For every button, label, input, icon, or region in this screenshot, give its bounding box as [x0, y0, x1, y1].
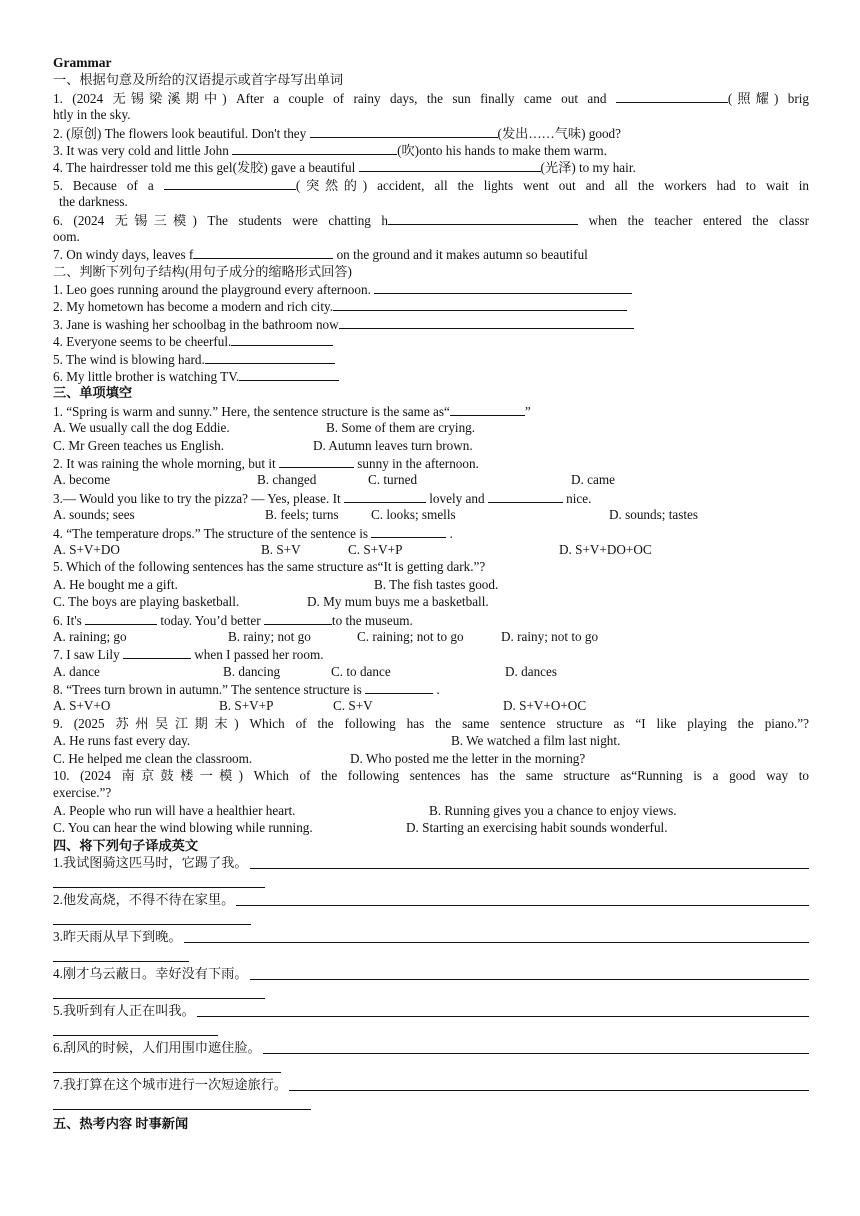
answer-blank[interactable]	[85, 611, 157, 625]
s4-question-3	[53, 928, 809, 946]
option-c[interactable]: C. You can hear the wind blowing while running.	[53, 820, 313, 836]
s3-q2-end: sunny in the afternoon.	[357, 455, 479, 471]
answer-line[interactable]	[53, 1072, 281, 1073]
s4-q2-text: 2.他发高烧，不得不待在家里。	[53, 891, 235, 907]
answer-blank[interactable]	[205, 350, 335, 364]
option-a[interactable]: A. become	[53, 472, 111, 488]
s3-question-3	[53, 489, 809, 506]
option-d[interactable]: D. dances	[505, 663, 557, 679]
answer-line[interactable]	[263, 1039, 809, 1054]
s2-q3-text: 3. Jane is washing her schoolbag in the bathroom now	[53, 316, 339, 332]
option-d[interactable]: D. came	[571, 472, 615, 488]
s1-question-6-cont	[53, 228, 809, 245]
s2-question-3	[53, 315, 809, 332]
s1-q1-cont: htly in the sky.	[53, 107, 131, 123]
s3-q7-options	[53, 663, 809, 680]
s4-question-6	[53, 1039, 809, 1057]
s3-question-9	[53, 715, 809, 732]
option-d[interactable]: D. My mum buys me a basketball.	[307, 594, 489, 610]
s3-q6-options	[53, 628, 809, 645]
option-b[interactable]: B. The fish tastes good.	[374, 576, 499, 592]
s2-question-2	[53, 297, 809, 314]
s4-question-4	[53, 965, 809, 983]
s3-q10-stem2: exercise.”?	[53, 785, 112, 801]
s3-q5-options-cd	[53, 593, 809, 610]
s1-q6-rest: when the teacher entered the classr	[588, 212, 809, 228]
option-a[interactable]: A. dance	[53, 663, 100, 679]
answer-line[interactable]	[289, 1076, 809, 1091]
s3-q8-end: .	[436, 682, 440, 698]
answer-blank[interactable]	[365, 680, 433, 694]
s4-q4-text: 4.刚才乌云蔽日。幸好没有下雨。	[53, 965, 248, 981]
s1-q5-text: 5. Because of a	[53, 177, 154, 193]
s1-q6-text: 6. (2024 无锡三模) The students were chatting h	[53, 212, 389, 228]
option-b[interactable]: B. changed	[257, 472, 317, 488]
option-d[interactable]: D. sounds; tastes	[609, 507, 699, 523]
option-b[interactable]: B. dancing	[223, 663, 281, 679]
s1-question-2	[53, 124, 809, 141]
s3-question-10-cont	[53, 784, 809, 801]
s1-q4-text: 4. The hairdresser told me this gel(发胶) gave a beautiful	[53, 160, 356, 176]
s1-question-5-cont	[53, 193, 809, 210]
s3-q9-options-ab	[53, 732, 809, 749]
s4-q7-text: 7.我打算在这个城市进行一次短途旅行。	[53, 1076, 288, 1092]
s1-q1-hint: (照耀) brig	[727, 90, 809, 106]
s4-question-7	[53, 1076, 809, 1094]
s3-q10-stem: 10. (2024 南京鼓楼一模) Which of the following sentences has the same structure as“Running is a good way to	[53, 768, 809, 784]
s1-q1-text: 1. (2024 无锡梁溪期中) After a couple of rainy days, the sun finally came out and	[53, 90, 607, 106]
s3-q2-stem: 2. It was raining the whole morning, but it	[53, 455, 276, 471]
s3-q10-options-cd	[53, 819, 809, 836]
answer-blank[interactable]	[371, 524, 446, 538]
s1-question-1	[53, 89, 809, 106]
s1-q5-cont: the darkness.	[59, 194, 128, 210]
s3-q6-stem: 6. It's	[53, 612, 82, 628]
worksheet-page	[53, 54, 809, 1132]
answer-blank[interactable]	[359, 158, 541, 172]
s4-q3-text: 3.昨天雨从早下到晚。	[53, 928, 182, 944]
option-d[interactable]: D. S+V+DO+OC	[559, 541, 652, 557]
s3-q2-options	[53, 471, 809, 488]
s3-question-7	[53, 645, 809, 662]
s1-question-4	[53, 158, 809, 175]
s3-question-10	[53, 767, 809, 784]
answer-blank[interactable]	[239, 367, 339, 381]
s1-q4-hint: (光泽) to my hair.	[540, 160, 636, 176]
s3-q8-options	[53, 697, 809, 714]
s3-q6-mid: today. You’d better	[160, 612, 261, 628]
s3-q5-stem: 5. Which of the following sentences has the same structure as“It is getting dark.”?	[53, 559, 486, 575]
answer-blank[interactable]	[123, 645, 191, 659]
s1-question-1-cont	[53, 106, 809, 123]
s3-q4-end: .	[449, 525, 453, 541]
s4-q6-text: 6.刮风的时候，人们用围巾遮住脸。	[53, 1039, 261, 1055]
option-a[interactable]: A. He bought me a gift.	[53, 576, 178, 592]
s3-q4-options	[53, 541, 809, 558]
s3-q3-end: nice.	[566, 490, 592, 506]
option-c[interactable]: C. to dance	[331, 663, 391, 679]
option-c[interactable]: C. He helped me clean the classroom.	[53, 750, 253, 766]
s3-q1-options-ab	[53, 419, 809, 436]
answer-line[interactable]	[197, 1002, 809, 1017]
section-3-heading: 三、单项填空	[53, 385, 133, 401]
s2-question-4	[53, 332, 809, 349]
answer-line[interactable]	[184, 928, 809, 943]
s2-q5-text: 5. The wind is blowing hard.	[53, 351, 205, 367]
s2-q6-text: 6. My little brother is watching TV.	[53, 369, 240, 385]
s3-q7-stem: 7. I saw Lily	[53, 647, 120, 663]
answer-blank[interactable]	[333, 297, 627, 311]
answer-blank[interactable]	[231, 332, 333, 346]
s1-question-7	[53, 245, 809, 262]
s3-q3-mid: lovely and	[429, 490, 485, 506]
option-b[interactable]: B. Some of them are crying.	[326, 420, 476, 436]
option-d[interactable]: D. S+V+O+OC	[503, 698, 587, 714]
answer-blank[interactable]	[164, 176, 296, 190]
section-5-heading: 五、热考内容 时事新闻	[53, 1115, 189, 1131]
s4-question-1-cont	[53, 872, 809, 891]
s4-q1-text: 1.我试图骑这匹马时，它踢了我。	[53, 854, 248, 870]
option-b[interactable]: B. rainy; not go	[228, 628, 311, 644]
option-a[interactable]: A. We usually call the dog Eddie.	[53, 420, 230, 436]
s3-q10-options-ab	[53, 802, 809, 819]
option-d[interactable]: D. Who posted me the letter in the morning?	[350, 750, 586, 766]
s4-question-1	[53, 854, 809, 872]
s1-q2-text: 2. (原创) The flowers look beautiful. Don't they	[53, 125, 307, 141]
option-c[interactable]: C. S+V+P	[348, 541, 403, 557]
option-c[interactable]: C. looks; smells	[371, 507, 456, 523]
s3-q1-stem: 1. “Spring is warm and sunny.” Here, the sentence structure is the same as“	[53, 403, 450, 419]
option-c[interactable]: C. The boys are playing basketball.	[53, 594, 240, 610]
s4-question-4-cont	[53, 983, 809, 1002]
section-1-heading: 一、根据句意及所给的汉语提示或首字母写出单词	[53, 72, 344, 88]
section-2-heading: 二、判断下列句子结构(用句子成分的缩略形式回答)	[53, 263, 352, 279]
answer-line[interactable]	[53, 1109, 311, 1110]
option-d[interactable]: D. Starting an exercising habit sounds wonderful.	[406, 820, 668, 836]
s3-question-4	[53, 524, 809, 541]
s4-question-5-cont	[53, 1020, 809, 1039]
option-d[interactable]: D. rainy; not to go	[501, 628, 599, 644]
worksheet-title: Grammar	[53, 55, 112, 70]
s2-q2-text: 2. My hometown has become a modern and rich city.	[53, 299, 334, 315]
s3-q7-end: when I passed her room.	[194, 647, 324, 663]
option-a[interactable]: A. People who run will have a healthier heart.	[53, 802, 296, 818]
answer-line[interactable]	[250, 965, 809, 980]
option-c[interactable]: C. Mr Green teaches us English.	[53, 437, 225, 453]
answer-blank[interactable]	[374, 280, 632, 294]
answer-blank[interactable]	[450, 402, 525, 416]
answer-line[interactable]	[250, 854, 809, 869]
s1-question-5	[53, 176, 809, 193]
answer-blank[interactable]	[339, 315, 634, 329]
s3-question-5	[53, 558, 809, 575]
answer-blank[interactable]	[193, 245, 333, 259]
answer-line[interactable]	[53, 1035, 218, 1036]
answer-blank[interactable]	[488, 489, 563, 503]
s3-q6-end: to the museum.	[331, 612, 413, 628]
s2-question-5	[53, 350, 809, 367]
answer-line[interactable]	[53, 961, 189, 962]
option-a[interactable]: A. raining; go	[53, 628, 127, 644]
answer-line[interactable]	[53, 924, 251, 925]
option-a[interactable]: A. sounds; sees	[53, 507, 135, 523]
option-b[interactable]: B. feels; turns	[265, 507, 339, 523]
s3-q3-stem: 3.— Would you like to try the pizza? — Yes, please. It	[53, 490, 341, 506]
answer-blank[interactable]	[388, 211, 578, 225]
s4-question-2	[53, 891, 809, 909]
s3-q1-options-cd	[53, 437, 809, 454]
s2-question-6	[53, 367, 809, 384]
s4-question-6-cont	[53, 1057, 809, 1076]
s1-q5-hint: (突然的) accident, all the lights went out and all the workers had to wait in	[295, 177, 810, 193]
answer-blank[interactable]	[344, 489, 426, 503]
option-c[interactable]: C. S+V	[333, 698, 373, 714]
s1-question-3	[53, 141, 809, 158]
option-b[interactable]: B. S+V	[261, 541, 301, 557]
s1-question-6	[53, 211, 809, 228]
option-a[interactable]: A. S+V+DO	[53, 541, 120, 557]
s1-q6-cont: oom.	[53, 228, 80, 244]
s4-question-2-cont	[53, 909, 809, 928]
s2-q4-text: 4. Everyone seems to be cheerful.	[53, 334, 232, 350]
s3-question-1	[53, 402, 809, 419]
option-a[interactable]: A. He runs fast every day.	[53, 733, 191, 749]
s3-q8-stem: 8. “Trees turn brown in autumn.” The sentence structure is	[53, 682, 362, 698]
answer-blank[interactable]	[279, 454, 354, 468]
s2-question-1	[53, 280, 809, 297]
option-a[interactable]: A. S+V+O	[53, 698, 111, 714]
s3-q4-stem: 4. “The temperature drops.” The structure of the sentence is	[53, 525, 369, 541]
answer-line[interactable]	[236, 891, 809, 906]
s1-q3-text: 3. It was very cold and little John	[53, 142, 229, 158]
s1-q3-hint: (吹)onto his hands to make them warm.	[397, 142, 607, 158]
s3-q1-end: ”	[524, 403, 531, 419]
s3-question-6	[53, 611, 809, 628]
answer-blank[interactable]	[232, 141, 397, 155]
option-b[interactable]: B. Running gives you a chance to enjoy views.	[429, 802, 677, 818]
answer-blank[interactable]	[616, 89, 728, 103]
s3-question-8	[53, 680, 809, 697]
s3-q9-stem: 9. (2025 苏州吴江期末) Which of the following has the same sentence structure as “I like playing the piano.”?	[53, 715, 809, 731]
s3-q5-options-ab	[53, 576, 809, 593]
s4-q5-text: 5.我听到有人正在叫我。	[53, 1002, 195, 1018]
option-b[interactable]: B. We watched a film last night.	[451, 733, 621, 749]
answer-blank[interactable]	[310, 124, 498, 138]
s4-question-3-cont	[53, 946, 809, 965]
s3-q9-options-cd	[53, 750, 809, 767]
option-b[interactable]: B. S+V+P	[219, 698, 274, 714]
s4-question-7-cont	[53, 1094, 809, 1113]
option-c[interactable]: C. raining; not to go	[357, 628, 464, 644]
s4-question-5	[53, 1002, 809, 1020]
option-d[interactable]: D. Autumn leaves turn brown.	[313, 437, 473, 453]
answer-line[interactable]	[53, 998, 265, 999]
option-c[interactable]: C. turned	[368, 472, 418, 488]
s1-q2-hint: (发出……气味) good?	[497, 125, 621, 141]
s1-q7-text: 7. On windy days, leaves f	[53, 247, 194, 263]
answer-blank[interactable]	[264, 611, 332, 625]
s1-q7-rest: on the ground and it makes autumn so beautiful	[336, 247, 588, 263]
s3-q3-options	[53, 506, 809, 523]
answer-line[interactable]	[53, 887, 265, 888]
s2-q1-text: 1. Leo goes running around the playground every afternoon.	[53, 282, 371, 298]
section-4-heading: 四、将下列句子译成英文	[53, 837, 199, 853]
s3-question-2	[53, 454, 809, 471]
